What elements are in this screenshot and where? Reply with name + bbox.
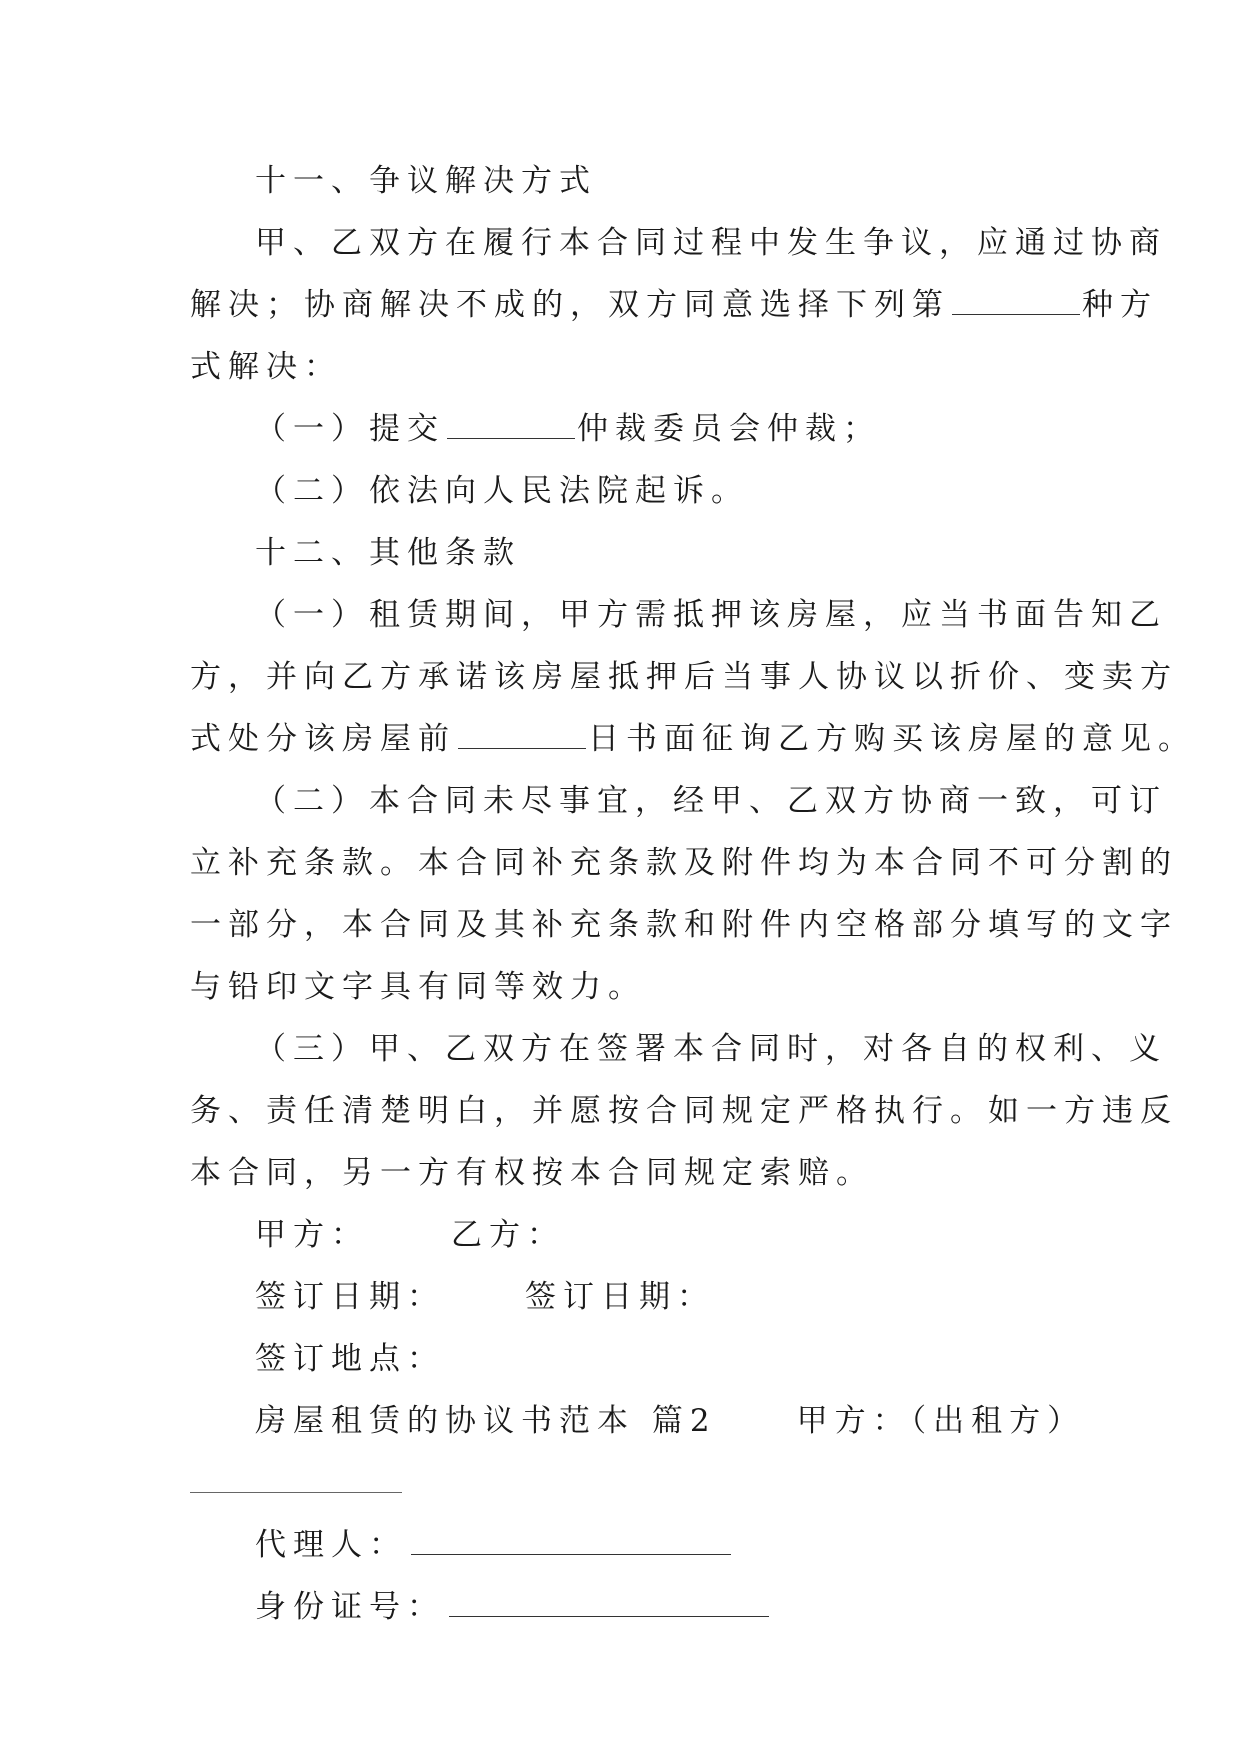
- next-party-a-label: 甲方：（出租方）: [796, 1403, 1086, 1439]
- divider: [190, 1452, 1090, 1514]
- text-segment: 种方: [1082, 287, 1158, 323]
- paragraph-line: 本合同，另一方有权按本合同规定索赔。: [190, 1155, 874, 1191]
- paragraph-line: [190, 708, 1196, 770]
- short-underline: [190, 1492, 402, 1493]
- id-blank-field: [449, 1588, 769, 1617]
- sign-date-a-label: 签订日期：: [255, 1279, 445, 1315]
- paragraph-line: [190, 274, 1158, 336]
- blank-field: [458, 720, 586, 749]
- option-1: [190, 398, 1090, 460]
- agent-label: 代理人：: [255, 1527, 407, 1563]
- paragraph-line: （三）甲、乙双方在签署本合同时，对各自的权利、义: [255, 1031, 1167, 1067]
- party-b-label: 乙方：: [451, 1217, 565, 1253]
- blank-field: [447, 410, 575, 439]
- paragraph-line: 务、责任清楚明白，并愿按合同规定严格执行。如一方违反: [190, 1093, 1178, 1129]
- contract-page: [190, 150, 1196, 1638]
- next-agreement-heading: [190, 1390, 1090, 1452]
- blank-field: [952, 286, 1080, 315]
- text-segment: 日书面征询乙方购买该房屋的意见。: [588, 721, 1196, 757]
- signature-dates: [190, 1266, 1090, 1328]
- next-agreement-title: 房屋租赁的协议书范本 篇2: [255, 1403, 717, 1439]
- id-label: 身份证号：: [255, 1589, 445, 1625]
- paragraph-line: 一部分，本合同及其补充条款和附件内空格部分填写的文字: [190, 907, 1178, 943]
- id-row: [190, 1576, 1090, 1638]
- text-segment: （一）提交: [255, 411, 445, 447]
- paragraph-line: （二）本合同未尽事宜，经甲、乙双方协商一致，可订: [255, 783, 1167, 819]
- signature-parties: [190, 1204, 1090, 1266]
- section-12-title: 十二、其他条款: [255, 535, 521, 571]
- paragraph-line: 式解决：: [190, 349, 342, 385]
- party-a-label: 甲方：: [255, 1217, 369, 1253]
- sign-place-label: 签订地点：: [255, 1341, 445, 1377]
- paragraph-line: 方，并向乙方承诺该房屋抵押后当事人协议以折价、变卖方: [190, 659, 1178, 695]
- paragraph-line: 甲、乙双方在履行本合同过程中发生争议，应通过协商: [255, 225, 1167, 261]
- text-segment: 解决；协商解决不成的，双方同意选择下列第: [190, 287, 950, 323]
- text-segment: 式处分该房屋前: [190, 721, 456, 757]
- agent-row: [190, 1514, 1090, 1576]
- sign-date-b-label: 签订日期：: [525, 1279, 715, 1315]
- paragraph-line: 与铅印文字具有同等效力。: [190, 969, 646, 1005]
- text-segment: 仲裁委员会仲裁；: [577, 411, 881, 447]
- option-2: （二）依法向人民法院起诉。: [255, 473, 749, 509]
- section-11-title: 十一、争议解决方式: [255, 163, 597, 199]
- agent-blank-field: [411, 1526, 731, 1555]
- paragraph-line: （一）租赁期间，甲方需抵押该房屋，应当书面告知乙: [255, 597, 1167, 633]
- paragraph-line: 立补充条款。本合同补充条款及附件均为本合同不可分割的: [190, 845, 1178, 881]
